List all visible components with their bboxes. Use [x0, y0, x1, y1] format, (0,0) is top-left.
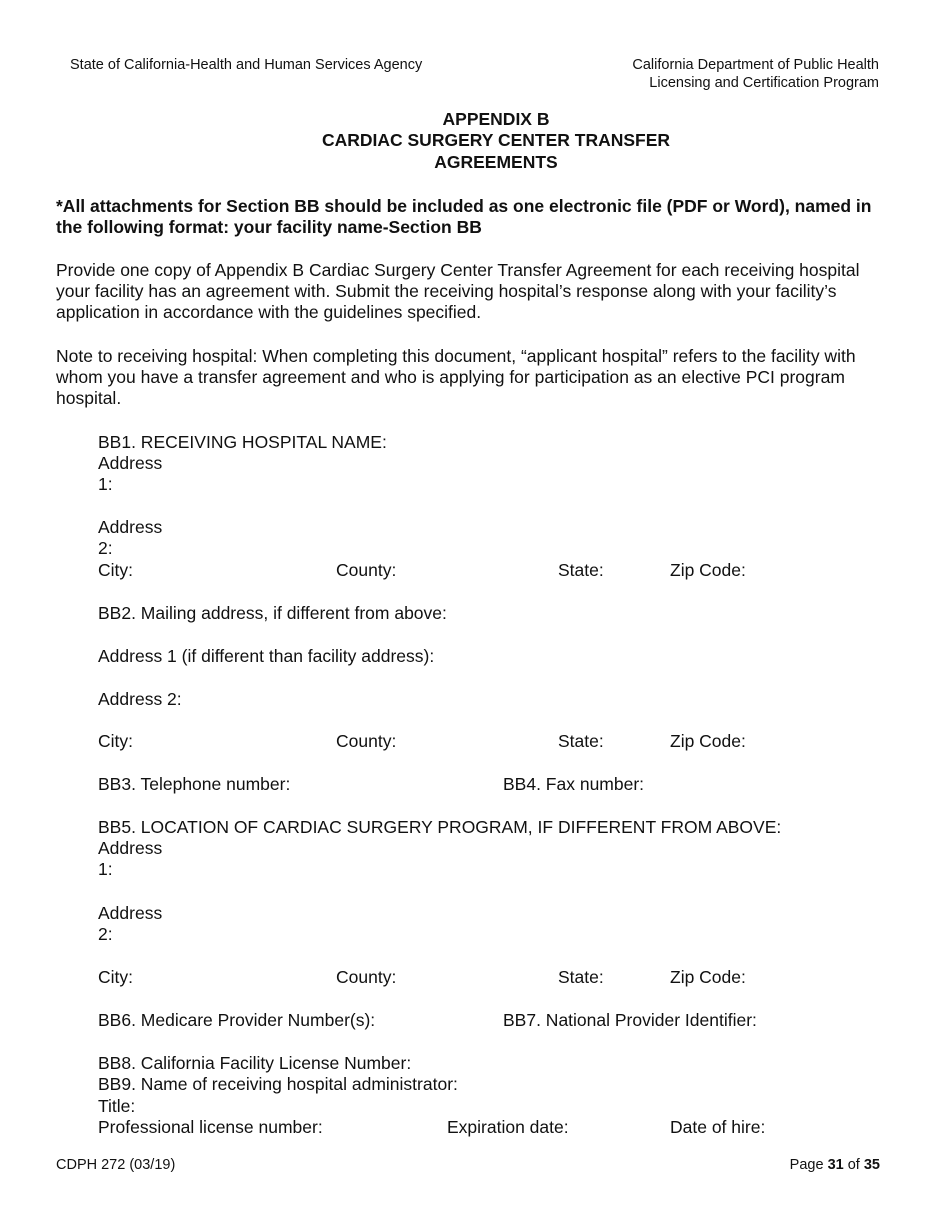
- bb7-npi-label: BB7. National Provider Identifier:: [503, 1010, 757, 1030]
- bb1-city-label: City:: [98, 560, 133, 580]
- bb2-address1-label: Address 1 (if different than facility address):: [98, 646, 435, 666]
- bb1-address2-label-number: 2:: [98, 538, 113, 558]
- bb9-administrator-name-label: BB9. Name of receiving hospital administrator:: [98, 1074, 458, 1094]
- page-prefix: Page: [789, 1157, 824, 1173]
- bb3-telephone-label: BB3. Telephone number:: [98, 774, 291, 794]
- bb1-address1-label-word: Address: [98, 453, 163, 473]
- bb6-medicare-provider-label: BB6. Medicare Provider Number(s):: [98, 1010, 376, 1030]
- page-title-line3: AGREEMENTS: [434, 152, 558, 172]
- bb2-zip-label: Zip Code:: [670, 731, 746, 751]
- page-of: of: [847, 1157, 860, 1173]
- bb2-address2-label: Address 2:: [98, 689, 182, 709]
- bb5-cardiac-program-location-label: BB5. LOCATION OF CARDIAC SURGERY PROGRAM, IF DIFFERENT FROM ABOVE:: [98, 817, 782, 837]
- bb1-address1-label: [98, 453, 162, 495]
- header-department-line2: Licensing and Certification Program: [649, 75, 879, 91]
- attachment-notice: *All attachments for Section BB should be included as one electronic file (PDF or Word), named in the following format: your facility name-Section BB: [56, 196, 872, 237]
- date-of-hire-label: Date of hire:: [670, 1117, 766, 1137]
- header-department-line1: California Department of Public Health: [632, 57, 879, 73]
- receiving-hospital-note: Note to receiving hospital: When completing this document, “applicant hospital” refers to the facility with whom you have a transfer agreement and who is applying for participation as an elective PCI program hospital.: [56, 346, 856, 408]
- bb5-address2-label-word: Address: [98, 903, 163, 923]
- page-title-line1: APPENDIX B: [442, 109, 550, 129]
- bb1-zip-label: Zip Code:: [670, 560, 746, 580]
- bb5-zip-label: Zip Code:: [670, 967, 746, 987]
- expiration-date-label: Expiration date:: [447, 1117, 569, 1137]
- bb1-state-label: State:: [558, 560, 604, 580]
- bb5-address1-label: [98, 838, 162, 880]
- page-total: 35: [863, 1157, 880, 1173]
- intro-paragraph: Provide one copy of Appendix B Cardiac Surgery Center Transfer Agreement for each receiving hospital your facility has an agreement with. Submit the receiving hospital’s response along with your facility’s application in accordance with the guidelines specified.: [56, 260, 860, 322]
- page-title-line2: CARDIAC SURGERY CENTER TRANSFER: [321, 130, 671, 150]
- bb2-mailing-address-label: BB2. Mailing address, if different from above:: [98, 603, 447, 623]
- bb4-fax-label: BB4. Fax number:: [503, 774, 645, 794]
- page-number: [790, 1156, 880, 1174]
- bb2-county-label: County:: [336, 731, 397, 751]
- header-department: [632, 56, 879, 92]
- bb8-license-number-label: BB8. California Facility License Number:: [98, 1053, 412, 1073]
- bb5-address2-label-number: 2:: [98, 924, 113, 944]
- bb5-address2-label: [98, 903, 162, 945]
- bb2-state-label: State:: [558, 731, 604, 751]
- bb5-city-label: City:: [98, 967, 133, 987]
- bb1-county-label: County:: [336, 560, 397, 580]
- bb5-county-label: County:: [336, 967, 397, 987]
- professional-license-label: Professional license number:: [98, 1117, 323, 1137]
- form-id: CDPH 272 (03/19): [56, 1157, 176, 1173]
- header-agency: State of California-Health and Human Services Agency: [70, 57, 423, 73]
- bb5-address1-label-word: Address: [98, 838, 163, 858]
- bb1-receiving-hospital-name-label: BB1. RECEIVING HOSPITAL NAME:: [98, 432, 387, 452]
- bb5-state-label: State:: [558, 967, 604, 987]
- bb1-address1-label-number: 1:: [98, 474, 113, 494]
- bb2-city-label: City:: [98, 731, 133, 751]
- page-current: 31: [827, 1157, 844, 1173]
- administrator-title-label: Title:: [98, 1096, 136, 1116]
- bb1-address2-label-word: Address: [98, 517, 163, 537]
- bb5-address1-label-number: 1:: [98, 859, 113, 879]
- bb1-address2-label: [98, 517, 162, 559]
